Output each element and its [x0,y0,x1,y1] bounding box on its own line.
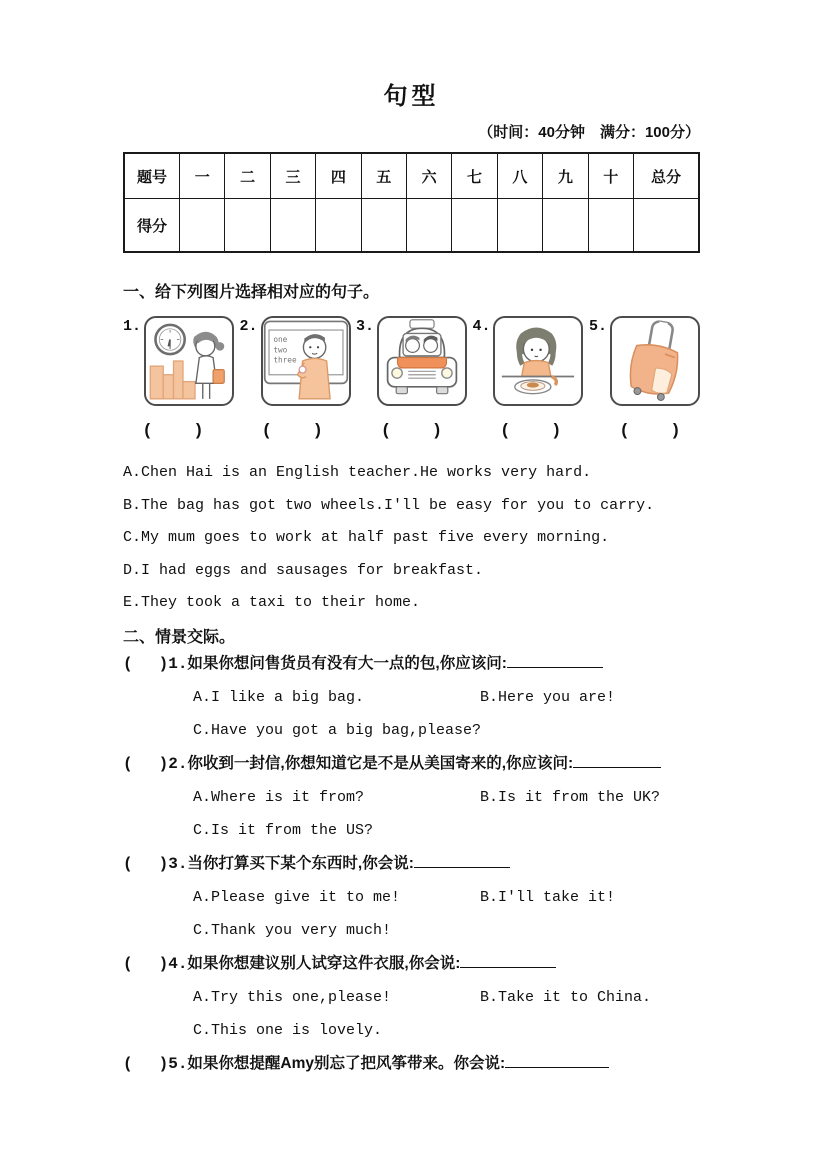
question-5 [123,1047,700,1081]
score-table-col-9: 九 [543,153,588,199]
picture-girl-breakfast [493,316,583,406]
score-table-col-2: 二 [225,153,270,199]
trolley-bag-illustration [612,318,698,404]
sentence-option-a: A.Chen Hai is an English teacher.He works very hard. [123,464,592,481]
answer-bracket-3: ( ) [380,422,443,441]
picture-number: 3. [355,318,374,335]
picture-item-5 [589,316,700,406]
answer-bracket-2: ( ) [261,422,323,441]
question-text: 如果你想建议别人试穿这件衣服,你会说: [187,954,461,972]
score-table-col-7: 七 [452,153,497,199]
svg-text:one: one [272,335,287,345]
score-cell [316,199,361,253]
question-bracket: ( [123,754,133,773]
answer-brackets-row [123,422,700,441]
sentence-options [123,457,700,620]
answer-blank [460,954,556,968]
score-table-col-8: 八 [497,153,542,199]
taxi-illustration [379,318,465,404]
sentence-option-d: D.I had eggs and sausages for breakfast. [123,561,484,579]
picture-woman-clock [144,316,234,406]
question-number: )4. [158,954,188,973]
svg-text:three: three [272,355,297,365]
option-b: B.Here you are! [480,688,616,706]
picture-taxi [377,316,467,406]
picture-item-4 [472,316,583,406]
picture-number: 4. [472,318,491,335]
question-text: 当你打算买下某个东西时,你会说: [187,854,414,872]
option-b: B.I'll take it! [480,888,616,906]
question-number: )2. [158,754,188,773]
answer-bracket-1: ( ) [142,422,204,441]
option-a: A.Where is it from? [193,788,365,806]
answer-blank [507,654,603,668]
question-number: )3. [158,854,188,873]
option-c: C.Thank you very much! [193,921,392,939]
sentence-option-e: E.They took a taxi to their home. [123,594,421,611]
score-cell [497,199,542,253]
score-table-col-6: 六 [406,153,451,199]
question-text: 如果你想问售货员有没有大一点的包,你应该问: [187,654,507,672]
option-a: A.I like a big bag. [193,688,365,706]
answer-bracket-4: ( ) [500,422,562,441]
sentence-option-b: B.The bag has got two wheels.I'll be easy for you to carry. [123,496,655,514]
picture-number: 5. [588,318,607,335]
picture-item-2 [239,316,350,406]
score-table-col-total: 总分 [634,153,700,199]
score-table-col-10: 十 [588,153,633,199]
score-table-col-5: 五 [361,153,406,199]
picture-item-1 [123,316,234,406]
score-cell [406,199,451,253]
page-title: 句型 [383,83,440,110]
answer-blank [414,854,510,868]
sentence-option-c: C.My mum goes to work at half past five every morning. [123,529,610,546]
girl-breakfast-illustration [495,318,581,404]
picture-teacher-board [261,316,351,406]
teacher-board-illustration [263,318,349,404]
section-one-heading: 一、给下列图片选择相对应的句子。 [123,284,380,301]
table-row [124,153,699,199]
svg-text:two: two [272,345,287,355]
answer-blank [573,754,661,768]
option-a: A.Please give it to me! [193,888,401,906]
score-cell [543,199,588,253]
option-c: C.Have you got a big bag,please? [193,721,482,739]
score-cell [225,199,270,253]
question-4 [123,947,700,1047]
pictures-row [123,316,700,406]
score-table-header-label: 题号 [124,153,180,199]
score-cell [634,199,700,253]
question-bracket: ( [123,654,133,673]
question-number: )1. [158,654,188,673]
score-table [123,152,700,253]
score-cell [270,199,315,253]
score-table-col-3: 三 [270,153,315,199]
score-cell [588,199,633,253]
question-bracket: ( [123,854,133,873]
score-cell [452,199,497,253]
picture-number: 1. [123,318,142,335]
section-two-heading: 二、情景交际。 [123,628,236,646]
answer-blank [505,1054,609,1068]
question-3 [123,847,700,947]
answer-bracket-5: ( ) [619,422,681,441]
woman-clock-illustration [146,318,232,404]
option-c: C.Is it from the US? [193,821,374,839]
score-table-col-4: 四 [316,153,361,199]
score-table-col-1: 一 [180,153,225,199]
question-2 [123,747,700,847]
question-text: 如果你想提醒Amy别忘了把风筝带来。你会说: [187,1054,506,1072]
option-b: B.Take it to China. [480,988,652,1006]
table-row [124,199,699,253]
question-bracket: ( [123,954,133,973]
score-row-label: 得分 [124,199,180,253]
picture-trolley-bag [610,316,700,406]
option-a: A.Try this one,please! [193,988,392,1006]
picture-number: 2. [239,318,258,335]
score-cell [361,199,406,253]
time-score-note: （时间：40分钟 满分：100分） [478,124,700,141]
question-number: )5. [158,1054,188,1073]
score-cell [180,199,225,253]
question-text: 你收到一封信,你想知道它是不是从美国寄来的,你应该问: [187,754,574,772]
picture-item-3 [356,316,467,406]
question-bracket: ( [123,1054,133,1073]
option-c: C.This one is lovely. [193,1021,383,1039]
option-b: B.Is it from the UK? [480,788,661,806]
question-1 [123,647,700,747]
